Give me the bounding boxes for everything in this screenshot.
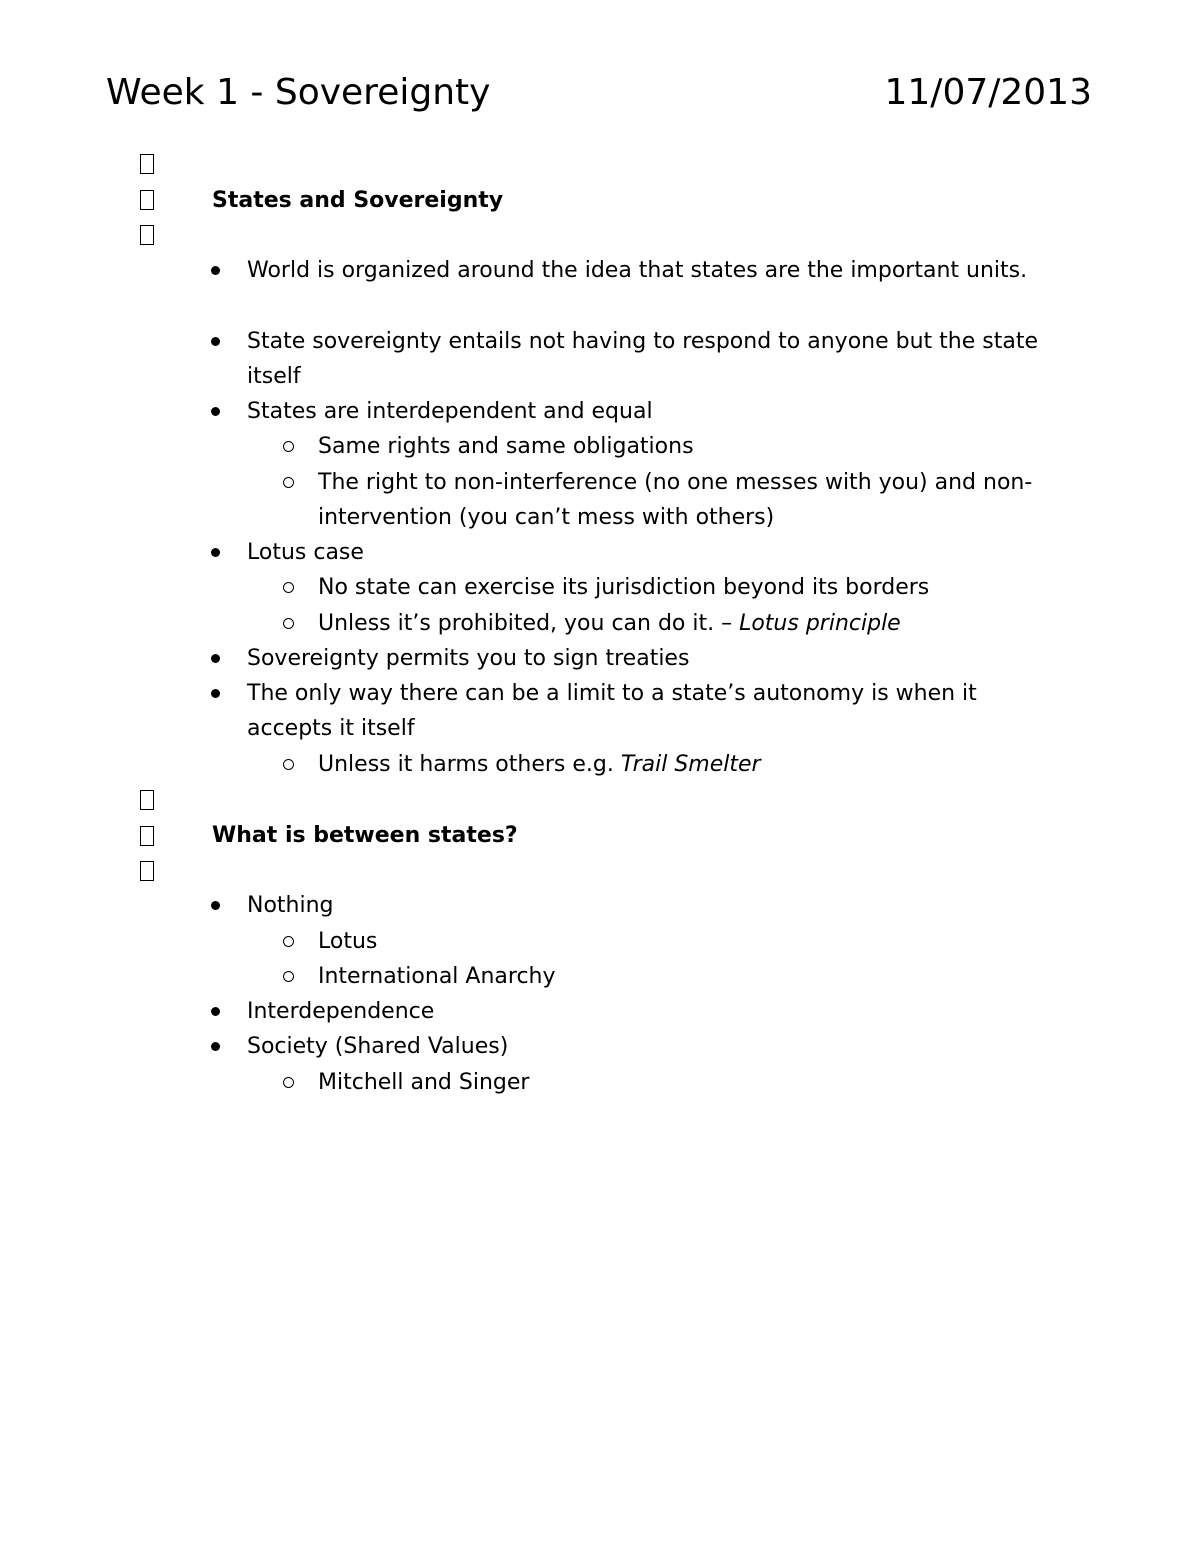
circle-bullet-icon	[283, 971, 294, 982]
list-item-text: World is organized around the idea that states are the important units.	[247, 258, 1028, 283]
circle-bullet-icon	[283, 477, 294, 488]
sub-list-item	[318, 606, 1058, 641]
list-item-text: Unless it’s prohibited, you can do it. –	[318, 611, 740, 636]
list-item-text: Mitchell and Singer	[318, 1070, 530, 1095]
sub-list-item	[318, 959, 1058, 994]
case-name-emphasis: Lotus principle	[739, 611, 901, 636]
case-name-emphasis: Trail Smelter	[620, 752, 761, 777]
circle-bullet-icon	[283, 759, 294, 770]
sub-list-item	[318, 1065, 1058, 1100]
sub-list-item	[318, 570, 1058, 605]
list-item	[247, 253, 1047, 288]
bullet-icon	[211, 266, 220, 275]
missing-glyph-icon	[140, 225, 154, 245]
list-item	[247, 1029, 1047, 1064]
bullet-icon	[211, 337, 220, 346]
list-item	[247, 535, 1047, 570]
bullet-icon	[211, 1007, 220, 1016]
list-item-text: Lotus	[318, 929, 378, 954]
bullet-icon	[211, 548, 220, 557]
bullet-icon	[211, 1042, 220, 1051]
sub-list-item	[318, 429, 1058, 464]
bullet-icon	[211, 901, 220, 910]
bullet-icon	[211, 407, 220, 416]
sub-list-item	[318, 465, 1058, 535]
list-item-text: States are interdependent and equal	[247, 399, 653, 424]
list-item	[247, 641, 1047, 676]
section-heading: States and Sovereignty	[212, 188, 504, 213]
list-item	[247, 394, 1047, 429]
circle-bullet-icon	[283, 582, 294, 593]
list-item-text: International Anarchy	[318, 964, 556, 989]
list-item-text: Unless it harms others e.g.	[318, 752, 621, 777]
list-item	[247, 676, 1047, 746]
page-title: Week 1 - Sovereignty	[106, 72, 491, 113]
sub-list-item	[318, 747, 1058, 782]
list-item-text: Society (Shared Values)	[247, 1034, 509, 1059]
list-item-text: Interdependence	[247, 999, 435, 1024]
list-item	[247, 324, 1047, 394]
circle-bullet-icon	[283, 1077, 294, 1088]
list-item-text: The only way there can be a limit to a state’s autonomy is when it accepts it itself	[247, 681, 977, 741]
missing-glyph-icon	[140, 190, 154, 210]
list-item-text: Sovereignty permits you to sign treaties	[247, 646, 690, 671]
list-item-text: Lotus case	[247, 540, 364, 565]
list-item-text: State sovereignty entails not having to respond to anyone but the state itself	[247, 329, 1038, 389]
missing-glyph-icon	[140, 861, 154, 881]
missing-glyph-icon	[140, 790, 154, 810]
section-heading: What is between states?	[212, 823, 518, 848]
list-item-text: No state can exercise its jurisdiction beyond its borders	[318, 575, 930, 600]
list-item-text: The right to non-interference (no one messes with you) and non-intervention (you can’t mess with others)	[318, 470, 1033, 530]
list-item	[247, 994, 1047, 1029]
page-date: 11/07/2013	[884, 72, 1092, 113]
missing-glyph-icon	[140, 154, 154, 174]
list-item	[247, 888, 1047, 923]
bullet-icon	[211, 689, 220, 698]
bullet-icon	[211, 654, 220, 663]
list-item-text: Same rights and same obligations	[318, 434, 694, 459]
missing-glyph-icon	[140, 826, 154, 846]
sub-list-item	[318, 924, 1058, 959]
list-item-text: Nothing	[247, 893, 334, 918]
circle-bullet-icon	[283, 441, 294, 452]
circle-bullet-icon	[283, 936, 294, 947]
circle-bullet-icon	[283, 618, 294, 629]
